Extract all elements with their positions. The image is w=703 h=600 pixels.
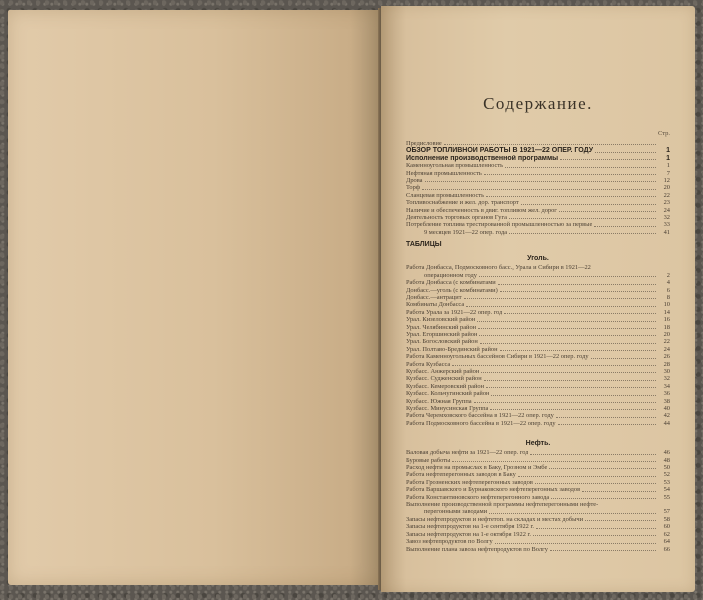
dot-leader (550, 550, 656, 551)
toc-entry-text: Урал. Богословский район (406, 338, 478, 346)
dot-leader (481, 372, 656, 373)
section-gap (406, 427, 670, 435)
dot-leader (486, 387, 656, 388)
toc-entry-page: 60 (663, 523, 670, 531)
dot-leader (466, 306, 656, 307)
toc-entry-page: 41 (663, 228, 670, 236)
toc-entry (406, 457, 670, 464)
dot-leader (509, 218, 656, 219)
toc-entry (406, 331, 670, 338)
toc-entry (406, 508, 670, 515)
toc-entry-text: Урал. Кизеловский район (406, 316, 476, 324)
toc-entry-text: Работа нефтеперегонных заводов в Баку (406, 471, 516, 479)
toc-entry-text: Кузбасс. Судженский район (406, 375, 482, 383)
toc-entry (406, 272, 670, 279)
toc-entry-page: 32 (663, 375, 670, 383)
dot-leader (595, 152, 656, 153)
toc-entry (406, 184, 670, 191)
toc-entry-preface (406, 140, 670, 147)
tables-heading: ТАБЛИЦЫ (406, 241, 442, 249)
dot-leader (486, 196, 656, 197)
page-title: Содержание. (483, 94, 593, 113)
toc-entry-text: Комбинаты Донбасса (406, 301, 465, 309)
toc-entry (406, 192, 670, 199)
dot-leader (536, 528, 656, 529)
toc-entry (406, 516, 670, 523)
toc-entry-text: Нефтяная промышленность (406, 169, 482, 177)
toc-entry-text: ОБЗОР ТОПЛИВНОЙ РАБОТЫ В 1921—22 ОПЕР. ГОДУ (406, 147, 594, 155)
dot-leader (591, 358, 656, 359)
toc-entry-page: 23 (663, 199, 670, 207)
toc-entry-text: Работа Грозненских нефтеперегонных заводов (406, 478, 533, 486)
dot-leader (484, 380, 656, 381)
toc-entry (406, 420, 670, 427)
toc-entry-text: Кузбасс. Анжерский район (406, 367, 480, 375)
dot-leader (490, 409, 656, 410)
toc-entry-text: Запасы нефтепродуктов и нефтетоп. на складах и местах добычи (406, 515, 584, 523)
toc-entry-text: Исполнение производственной программы (406, 154, 559, 162)
dot-leader (452, 461, 656, 462)
toc-entry (406, 398, 670, 405)
dot-leader (480, 343, 656, 344)
toc-entry-page: 26 (663, 353, 670, 361)
dot-leader (479, 335, 656, 336)
toc-entry (406, 346, 670, 353)
toc-entry (406, 214, 670, 221)
toc-entry (406, 546, 670, 553)
dot-leader (498, 284, 656, 285)
oil-heading: Нефть. (525, 440, 551, 448)
toc-entry (406, 229, 670, 236)
dot-leader (558, 424, 656, 425)
dot-leader (585, 520, 656, 521)
toc-entry-page: 32 (663, 214, 670, 222)
toc-entry (406, 294, 670, 301)
toc-entry-text: Работа Варшавского и Бурнаковского нефтеперегонных заводов (406, 486, 581, 494)
dot-leader (505, 167, 656, 168)
toc-entry-page: 20 (663, 330, 670, 338)
toc-entry-text: Работа Урала за 1921—22 опер. год (406, 308, 503, 316)
toc-entry-page: 53 (663, 478, 670, 486)
toc-entry-page: 8 (666, 293, 670, 301)
dot-leader (495, 543, 656, 544)
dot-leader (518, 476, 656, 477)
toc-entry (406, 162, 670, 169)
toc-entry-page: 10 (663, 301, 670, 309)
table-of-contents (406, 140, 670, 553)
toc-entry-text: Наличие и обеспеченность в двиг. топливом жел. дорог (406, 206, 557, 214)
toc-entry-page: 24 (663, 206, 670, 214)
toc-entry-text: Предисловие (406, 140, 442, 147)
toc-entry-page: 14 (663, 308, 670, 316)
dot-leader (559, 211, 656, 212)
toc-entry-page: 36 (663, 390, 670, 398)
toc-entry (406, 353, 670, 360)
toc-entry-text: Кузбасс. Минусинская Группа (406, 405, 489, 412)
dot-leader (530, 454, 656, 455)
toc-entry-text: Завоз нефтепродуктов по Волгу (406, 538, 493, 546)
toc-entry-text: Сланцевая промышленность (406, 191, 484, 199)
toc-entry-text: Донбасс.—антрацит (406, 293, 462, 301)
toc-entry (406, 375, 670, 382)
toc-entry-page: 12 (663, 177, 670, 185)
dot-leader (535, 483, 656, 484)
toc-entry-text: Деятельность торговых органов Гуга (406, 214, 507, 222)
dot-leader (464, 298, 656, 299)
toc-entry-text: Кузбасс. Южная Группа (406, 397, 472, 405)
toc-entry-text: Работа Константиновского нефтеперегонного завода (406, 493, 550, 501)
toc-section-coal (406, 264, 670, 427)
dot-leader (489, 513, 656, 514)
toc-entry (406, 177, 670, 184)
dot-leader (509, 233, 656, 234)
toc-entry (406, 501, 670, 508)
toc-entry-page: 38 (663, 397, 670, 405)
toc-entry-page: 1 (666, 162, 670, 170)
toc-entry-text: Валовая добыча нефти за 1921—22 опер. год (406, 449, 529, 457)
toc-entry-page: 66 (663, 545, 670, 553)
toc-section-oil (406, 449, 670, 553)
dot-leader (560, 159, 656, 160)
toc-entry (406, 412, 670, 419)
dot-leader (549, 468, 656, 469)
toc-entry-text: Расход нефти на промыслах в Баку, Грозном и Эмбе (406, 464, 548, 472)
toc-entry (406, 471, 670, 478)
toc-entry-page: 50 (663, 464, 670, 472)
toc-entry-page: 54 (663, 486, 670, 494)
toc-entry-page: 2 (666, 271, 670, 279)
toc-entry-text: Работа Донбасса (с комбинатами (406, 279, 496, 287)
toc-entry (406, 368, 670, 375)
toc-entry-page: 48 (663, 456, 670, 464)
toc-entry-text: Дрова (406, 177, 423, 185)
toc-entry-page: 34 (663, 382, 670, 390)
toc-entry-page: 7 (666, 169, 670, 177)
toc-entry-text: Буровые работы (406, 456, 451, 464)
dot-leader (425, 181, 656, 182)
toc-entry-page: 64 (663, 538, 670, 546)
toc-entry-page: 22 (663, 338, 670, 346)
dot-leader (521, 204, 656, 205)
toc-entry (406, 207, 670, 214)
toc-entry (406, 361, 670, 368)
toc-entry-text: Каменноугольная промышленность (406, 162, 504, 170)
toc-entry (406, 316, 670, 323)
dot-leader (444, 144, 656, 145)
toc-entry-page: 1 (666, 147, 670, 155)
toc-entry-text: перегонными заводами (424, 508, 488, 516)
toc-production-heading (406, 155, 670, 162)
toc-entry-page: 30 (663, 367, 670, 375)
toc-entry-page: 16 (663, 316, 670, 324)
dot-leader (491, 395, 656, 396)
toc-entry-page: 52 (663, 471, 670, 479)
toc-entry-page: 24 (663, 345, 670, 353)
toc-entry (406, 383, 670, 390)
toc-entry-page: 4 (666, 279, 670, 287)
toc-entry-text: Урал. Егоршинский район (406, 330, 478, 338)
toc-entry (406, 309, 670, 316)
dot-leader (500, 291, 656, 292)
toc-entry-text: Кузбасс. Кольчугинский район (406, 390, 490, 398)
toc-entry-text: Работа Донбасса, Подмосковного басс., Урала и Сибири в 1921—22 (406, 264, 591, 272)
toc-entry (406, 170, 670, 177)
toc-entry-text: Работа Каменноугольных бассейнов Сибири в 1921—22 опер. году (406, 353, 589, 361)
toc-entry-text: Выполнение производственной программы нефтеперегонными нефте- (406, 501, 599, 509)
toc-entry (406, 287, 670, 294)
page-column-label: Стр. (657, 130, 670, 137)
toc-entry-page: 6 (666, 286, 670, 294)
toc-entry-page: 33 (663, 221, 670, 229)
dot-leader (504, 313, 656, 314)
toc-entry-text: Запасы нефтепродуктов на 1-е октября 1922 г. (406, 530, 531, 538)
toc-entry (406, 479, 670, 486)
toc-entry-text: Работа Черемховского бассейна в 1921—22 опер. году (406, 412, 554, 420)
toc-entry-page: 46 (663, 449, 670, 457)
toc-entry-text: Работа Подмосковного бассейна в 1921—22 опер. году (406, 419, 556, 427)
dot-leader (422, 189, 656, 190)
dot-leader (479, 276, 656, 277)
toc-entry (406, 464, 670, 471)
dot-leader (551, 498, 656, 499)
toc-entry-text: Донбасс.—уголь (с комбинатами) (406, 286, 498, 294)
dot-leader (474, 402, 656, 403)
toc-entry (406, 449, 670, 456)
dot-leader (452, 365, 656, 366)
toc-entry (406, 279, 670, 286)
dot-leader (556, 417, 656, 418)
toc-entry-text: Потребление топлива трестированной промышленностью за первые (406, 221, 593, 229)
dot-leader (477, 321, 656, 322)
toc-review-heading (406, 147, 670, 154)
toc-entry-text: Работа Кузбасса (406, 360, 451, 368)
contents-page (381, 6, 695, 592)
toc-entry-text: Урал. Полтаво-Брединский район (406, 345, 498, 353)
toc-entry-page: 55 (663, 493, 670, 501)
toc-entry (406, 221, 670, 228)
toc-entry (406, 538, 670, 545)
toc-entry (406, 199, 670, 206)
toc-section-review (406, 162, 670, 236)
toc-entry-page: 22 (663, 191, 670, 199)
toc-entry-page: 18 (663, 323, 670, 331)
toc-entry-page: 28 (663, 360, 670, 368)
toc-entry-page: 20 (663, 184, 670, 192)
toc-entry-text: Торф (406, 184, 420, 192)
left-blank-page (8, 10, 380, 585)
dot-leader (478, 328, 656, 329)
toc-entry-text: Топливоснабжение и жел. дор. транспорт (406, 199, 519, 207)
toc-entry-text: Выполнение плана завоза нефтепродуктов по Волгу (406, 545, 548, 553)
toc-entry (406, 405, 670, 412)
toc-entry-text: операционном году (424, 271, 477, 279)
toc-entry-page: 1 (666, 154, 670, 162)
dot-leader (582, 491, 656, 492)
dot-leader (594, 226, 656, 227)
toc-entry-text: 9 месяцев 1921—22 опер. года (424, 228, 508, 236)
toc-entry (406, 338, 670, 345)
toc-entry (406, 531, 670, 538)
dot-leader (484, 174, 656, 175)
toc-entry (406, 264, 670, 271)
toc-entry-text: Запасы нефтепродуктов на 1-е сентября 1922 г. (406, 523, 534, 531)
toc-entry-text: Кузбасс. Кемеровский район (406, 382, 485, 390)
toc-entry-page: 62 (663, 530, 670, 538)
toc-entry-page: 58 (663, 515, 670, 523)
toc-entry (406, 301, 670, 308)
toc-entry-text: Урал. Челябинский район (406, 323, 477, 331)
dot-leader (500, 350, 656, 351)
toc-entry-page: 44 (663, 419, 670, 427)
toc-entry (406, 390, 670, 397)
toc-entry (406, 494, 670, 501)
toc-entry-page: 42 (663, 412, 670, 420)
toc-entry (406, 523, 670, 530)
toc-entry-page: 57 (663, 508, 670, 516)
coal-heading: Уголь. (527, 255, 549, 263)
toc-entry (406, 486, 670, 493)
toc-entry-page: 40 (663, 405, 670, 412)
toc-entry (406, 324, 670, 331)
dot-leader (533, 535, 656, 536)
